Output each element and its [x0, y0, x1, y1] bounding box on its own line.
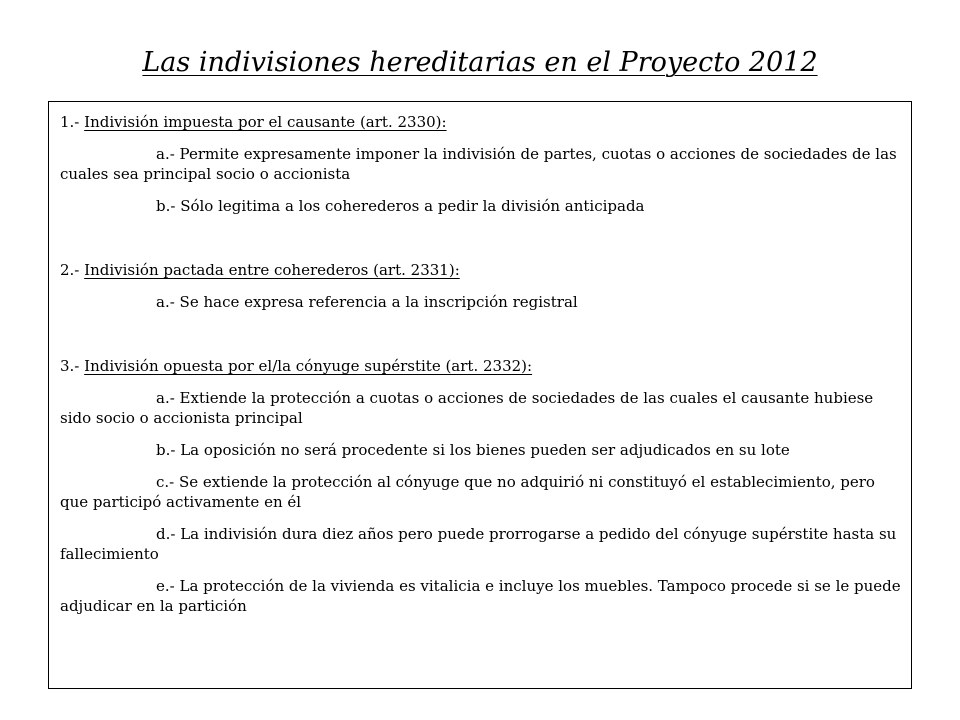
section-3-number: 3.-: [60, 357, 85, 375]
content-box: [48, 101, 912, 689]
section-3-item-b: b.- La oposición no será procedente si los bienes pueden ser adjudicados en su lote: [156, 441, 790, 459]
section-1-item-b: b.- Sólo legitima a los coherederos a pedir la división anticipada: [156, 197, 645, 215]
section-3-title: Indivisión opuesta por el/la cónyuge supérstite (art. 2332):: [84, 357, 533, 375]
section-3-item-d: d.- La indivisión dura diez años pero puede prorrogarse a pedido del cónyuge supérstite hasta su fallecimiento: [60, 525, 897, 563]
section-3-item-e: e.- La protección de la vivienda es vitalicia e incluye los muebles. Tampoco procede si se le puede adjudicar en la partición: [60, 577, 901, 615]
section-1-title: Indivisión impuesta por el causante (art. 2330):: [84, 113, 447, 131]
section-3-item-c: c.- Se extiende la protección al cónyuge que no adquirió ni constituyó el establecimiento, pero que participó activamente en él: [60, 473, 875, 511]
section-3-heading: [60, 356, 901, 376]
slide-title: Las indivisiones hereditarias en el Proyecto 2012: [142, 47, 818, 78]
section-3-item-a: a.- Extiende la protección a cuotas o acciones de sociedades de las cuales el causante hubiese sido socio o accionista principal: [60, 389, 874, 427]
section-spacer: [60, 216, 901, 248]
section-2-title: Indivisión pactada entre coherederos (art. 2331):: [84, 261, 460, 279]
section-1-number: 1.-: [60, 113, 85, 131]
section-2-item-a: a.- Se hace expresa referencia a la inscripción registral: [156, 293, 578, 311]
section-spacer: [60, 312, 901, 344]
section-1-item-a: a.- Permite expresamente imponer la indivisión de partes, cuotas o acciones de sociedades de las cuales sea principal socio o accionista: [60, 145, 897, 183]
section-2-heading: [60, 260, 901, 280]
section-1-heading: [60, 112, 901, 132]
section-2-number: 2.-: [60, 261, 85, 279]
